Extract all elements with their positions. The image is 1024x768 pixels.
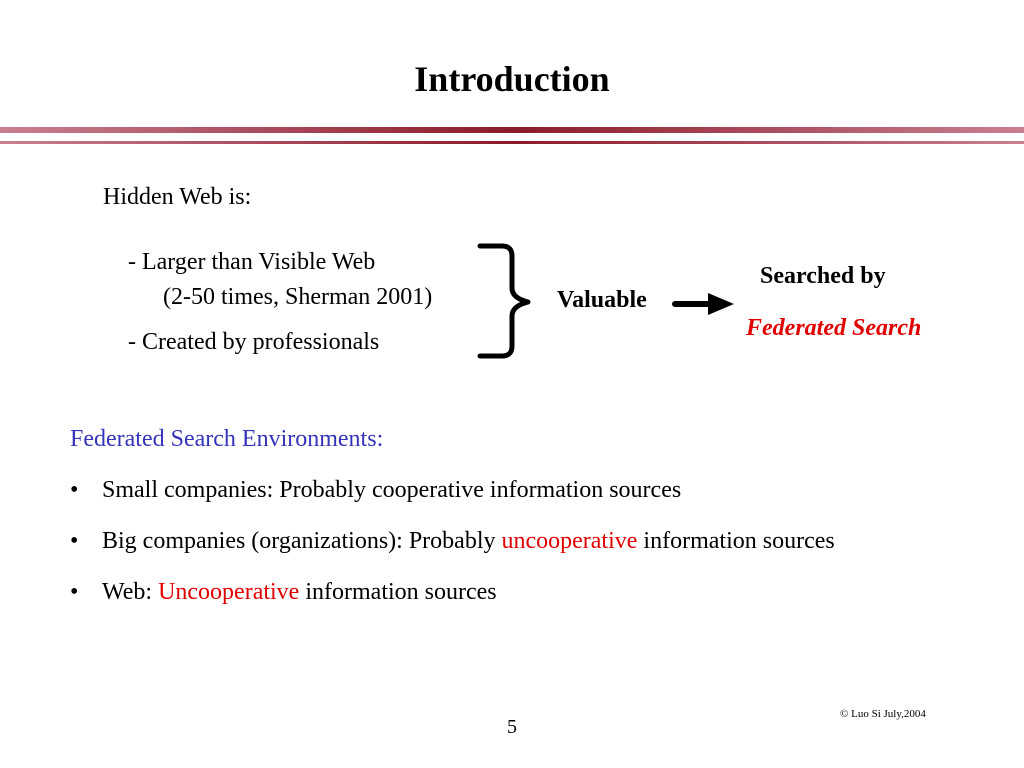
page-number: 5 (507, 716, 517, 738)
item-text: Small companies: Probably cooperative information sources (102, 477, 682, 503)
item-suffix: information sources (299, 579, 497, 605)
bullet-icon: • (70, 579, 79, 605)
bullet-icon: • (70, 528, 79, 554)
created-by-professionals-text: - Created by professionals (128, 329, 380, 355)
sherman-citation-text: (2-50 times, Sherman 2001) (163, 284, 433, 310)
item-text: Big companies (organizations): Probably (102, 528, 502, 554)
environments-heading: Federated Search Environments: (70, 426, 384, 452)
right-brace-icon (474, 240, 544, 362)
copyright-text: © Luo Si July,2004 (840, 708, 926, 720)
list-item (70, 528, 835, 555)
valuable-label: Valuable (557, 287, 647, 313)
title-rule-thin (0, 141, 1024, 144)
list-item (70, 579, 497, 606)
item-suffix: information sources (637, 528, 835, 554)
slide-title: Introduction (414, 59, 610, 99)
item-text: Web: (102, 579, 159, 605)
list-item (70, 477, 681, 504)
bullet-icon: • (70, 477, 79, 503)
hidden-web-heading: Hidden Web is: (103, 184, 252, 210)
title-rule-thick (0, 127, 1024, 133)
searched-by-label: Searched by (760, 263, 886, 289)
larger-than-visible-text: - Larger than Visible Web (128, 249, 376, 275)
item-highlight: Uncooperative (158, 579, 300, 605)
item-highlight: uncooperative (501, 528, 638, 554)
federated-search-label: Federated Search (746, 315, 922, 341)
right-arrow-icon (672, 290, 736, 318)
